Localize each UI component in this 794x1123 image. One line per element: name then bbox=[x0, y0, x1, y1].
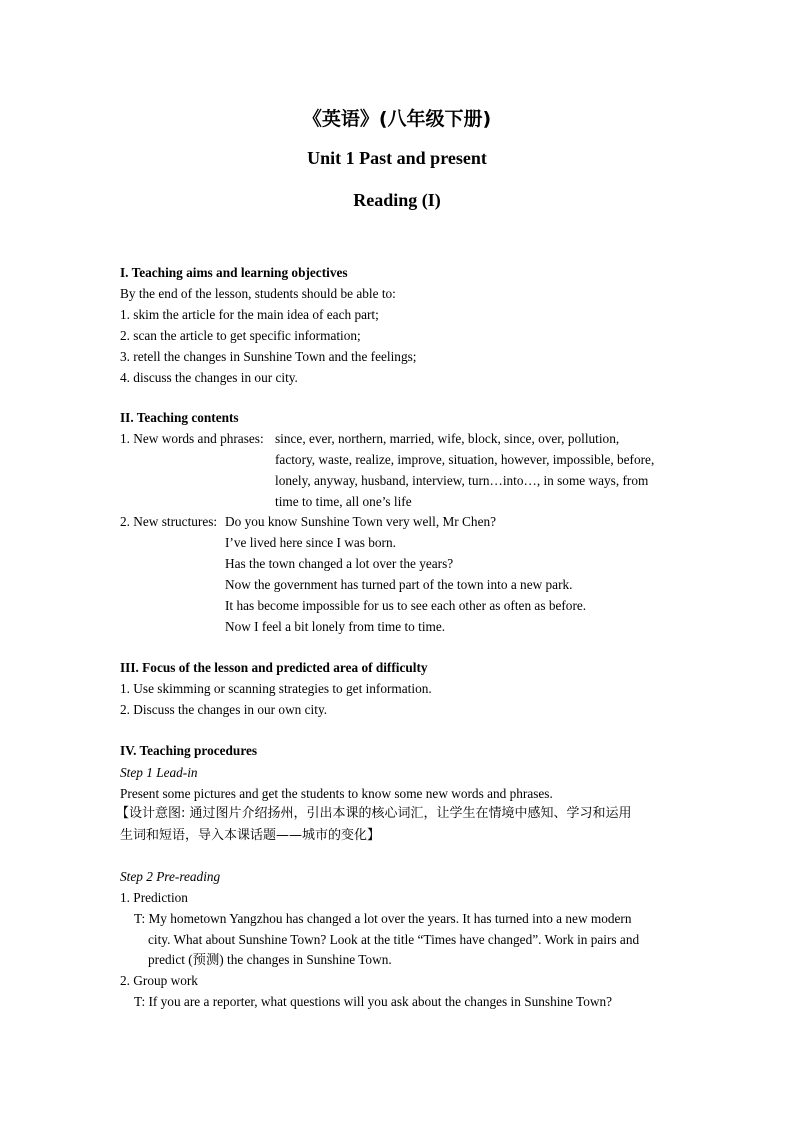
aims-intro: By the end of the lesson, students should be able to: bbox=[120, 286, 396, 301]
words-line: since, ever, northern, married, wife, block, since, over, pollution, bbox=[275, 431, 620, 446]
section-heading-contents: II. Teaching contents bbox=[120, 410, 239, 425]
aims-item: 2. scan the article to get specific information; bbox=[120, 328, 361, 343]
book-title: 《英语》(八年级下册) bbox=[302, 108, 492, 130]
words-label: 1. New words and phrases: bbox=[120, 431, 264, 446]
unit-title: Unit 1 Past and present bbox=[307, 148, 487, 168]
words-line: factory, waste, realize, improve, situation, however, impossible, before, bbox=[275, 452, 655, 467]
prediction-label: 1. Prediction bbox=[120, 890, 188, 905]
step1-design-note: 【设计意图: 通过图片介绍扬州，引出本课的核心词汇，让学生在情境中感知、学习和运用 bbox=[116, 806, 632, 821]
step1-design-note: 生词和短语，导入本课话题——城市的变化】 bbox=[120, 828, 381, 843]
section-heading-focus: III. Focus of the lesson and predicted area of difficulty bbox=[120, 660, 428, 675]
group-work-line: T: If you are a reporter, what questions will you ask about the changes in Sunshine Town? bbox=[134, 994, 613, 1009]
structures-line: I’ve lived here since I was born. bbox=[225, 535, 396, 550]
focus-item: 1. Use skimming or scanning strategies to get information. bbox=[120, 681, 432, 696]
section-heading-procedures: IV. Teaching procedures bbox=[120, 743, 258, 758]
lesson-title: Reading (I) bbox=[353, 190, 441, 210]
prediction-line: T: My hometown Yangzhou has changed a lot over the years. It has turned into a new modern bbox=[134, 911, 632, 926]
structures-label: 2. New structures: bbox=[120, 514, 218, 529]
structures-line: Now I feel a bit lonely from time to time. bbox=[225, 619, 446, 634]
focus-item: 2. Discuss the changes in our own city. bbox=[120, 702, 328, 717]
prediction-line: predict (预测) the changes in Sunshine Town. bbox=[148, 952, 392, 967]
section-heading-aims: I. Teaching aims and learning objectives bbox=[120, 265, 348, 280]
step2-title: Step 2 Pre-reading bbox=[120, 869, 221, 884]
step1-text: Present some pictures and get the students to know some new words and phrases. bbox=[120, 786, 553, 801]
aims-item: 4. discuss the changes in our city. bbox=[120, 370, 298, 385]
structures-line: Do you know Sunshine Town very well, Mr Chen? bbox=[225, 514, 497, 529]
step1-title: Step 1 Lead-in bbox=[120, 765, 198, 780]
prediction-line: city. What about Sunshine Town? Look at the title “Times have changed”. Work in pairs and bbox=[148, 932, 640, 947]
aims-item: 1. skim the article for the main idea of each part; bbox=[120, 307, 379, 322]
structures-line: It has become impossible for us to see each other as often as before. bbox=[225, 598, 587, 613]
words-line: lonely, anyway, husband, interview, turn…into…, in some ways, from bbox=[275, 473, 649, 488]
aims-item: 3. retell the changes in Sunshine Town and the feelings; bbox=[120, 349, 417, 364]
words-line: time to time, all one’s life bbox=[275, 494, 412, 509]
structures-line: Has the town changed a lot over the years? bbox=[225, 556, 454, 571]
group-work-label: 2. Group work bbox=[120, 973, 198, 988]
structures-line: Now the government has turned part of the town into a new park. bbox=[225, 577, 573, 592]
